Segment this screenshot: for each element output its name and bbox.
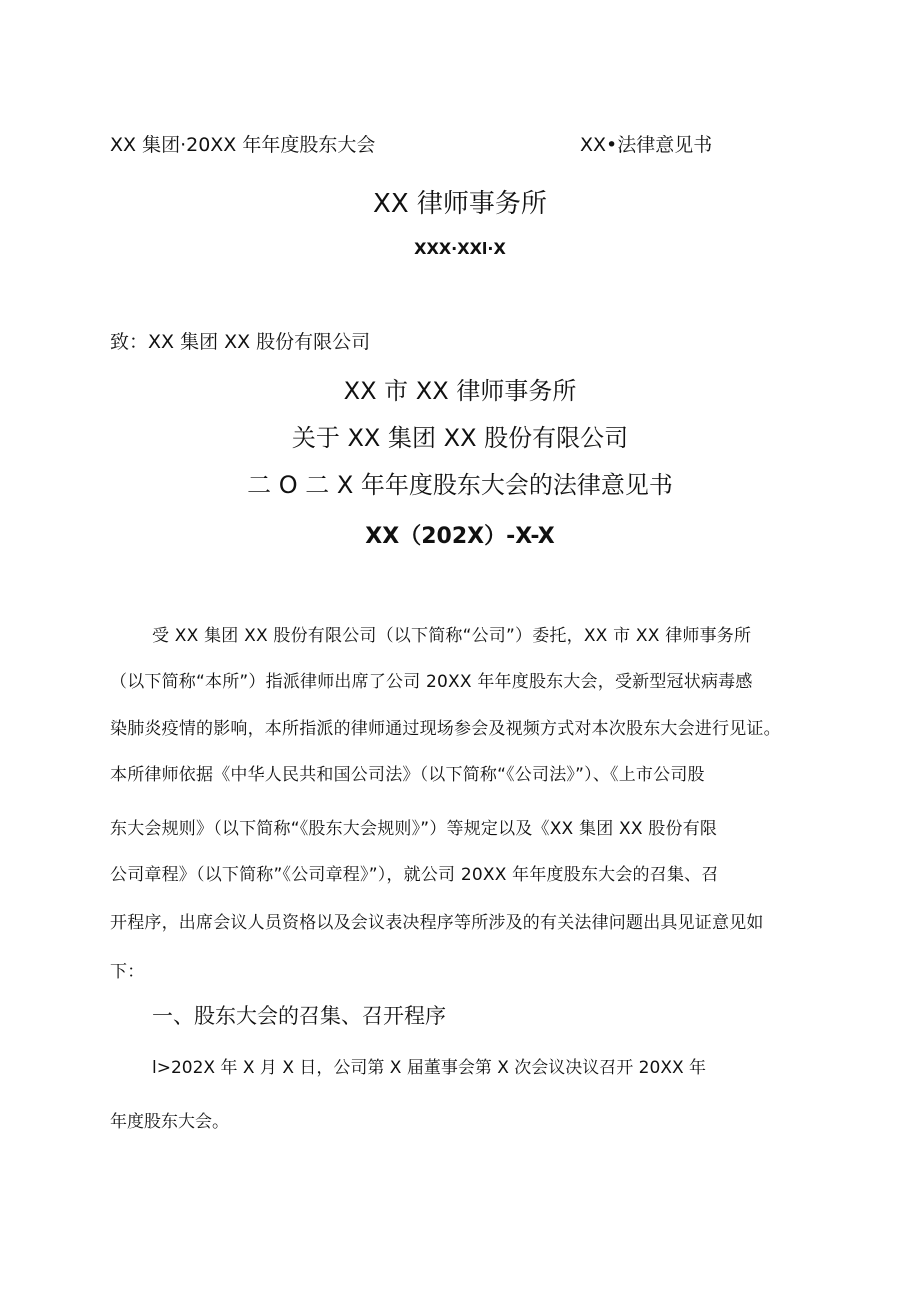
document-number: XX（202X）-X-X (365, 524, 555, 549)
body-line: 本所律师依据《中华人民共和国公司法》（以下简称“《公司法》”）、《上市公司股 (110, 765, 705, 785)
body-line: 受 XX 集团 XX 股份有限公司（以下简称“公司”）委托，XX 市 XX 律师事务所 (152, 626, 752, 646)
section-item-line-2: 年度股东大会。 (110, 1112, 229, 1132)
section-item-line-1: l>202X 年 X 月 X 日，公司第 X 届董事会第 X 次会议决议召开 20XX 年 (152, 1058, 707, 1078)
document-code: XXX·XXl·X (414, 239, 506, 258)
header-right: XX•法律意见书 (580, 134, 713, 156)
body-line: （以下简称“本所”）指派律师出席了公司 20XX 年年度股东大会，受新型冠状病毒感 (110, 672, 753, 692)
section-heading: 一、股东大会的召集、召开程序 (152, 1004, 446, 1028)
body-line: 公司章程》（以下简称”《公司章程》”），就公司 20XX 年年度股东大会的召集、召 (110, 865, 719, 885)
body-line: 下： (110, 962, 145, 982)
body-line: 开程序，出席会议人员资格以及会议表决程序等所涉及的有关法律问题出具见证意见如 (110, 913, 764, 933)
body-line: 东大会规则》（以下简称“《股东大会规则》”）等规定以及《XX 集团 XX 股份有限 (110, 819, 718, 839)
body-line: 染肺炎疫情的影响，本所指派的律师通过现场参会及视频方式对本次股东大会进行见证。 (110, 719, 781, 739)
title-line-1: XX 市 XX 律师事务所 (343, 377, 577, 405)
header-left: XX 集团·20XX 年年度股东大会 (110, 134, 376, 156)
firm-name: XX 律师事务所 (373, 189, 547, 219)
title-line-2: 关于 XX 集团 XX 股份有限公司 (291, 424, 629, 452)
title-line-3: 二 O 二 X 年年度股东大会的法律意见书 (247, 471, 673, 499)
addressee: 致：XX 集团 XX 股份有限公司 (110, 331, 371, 353)
